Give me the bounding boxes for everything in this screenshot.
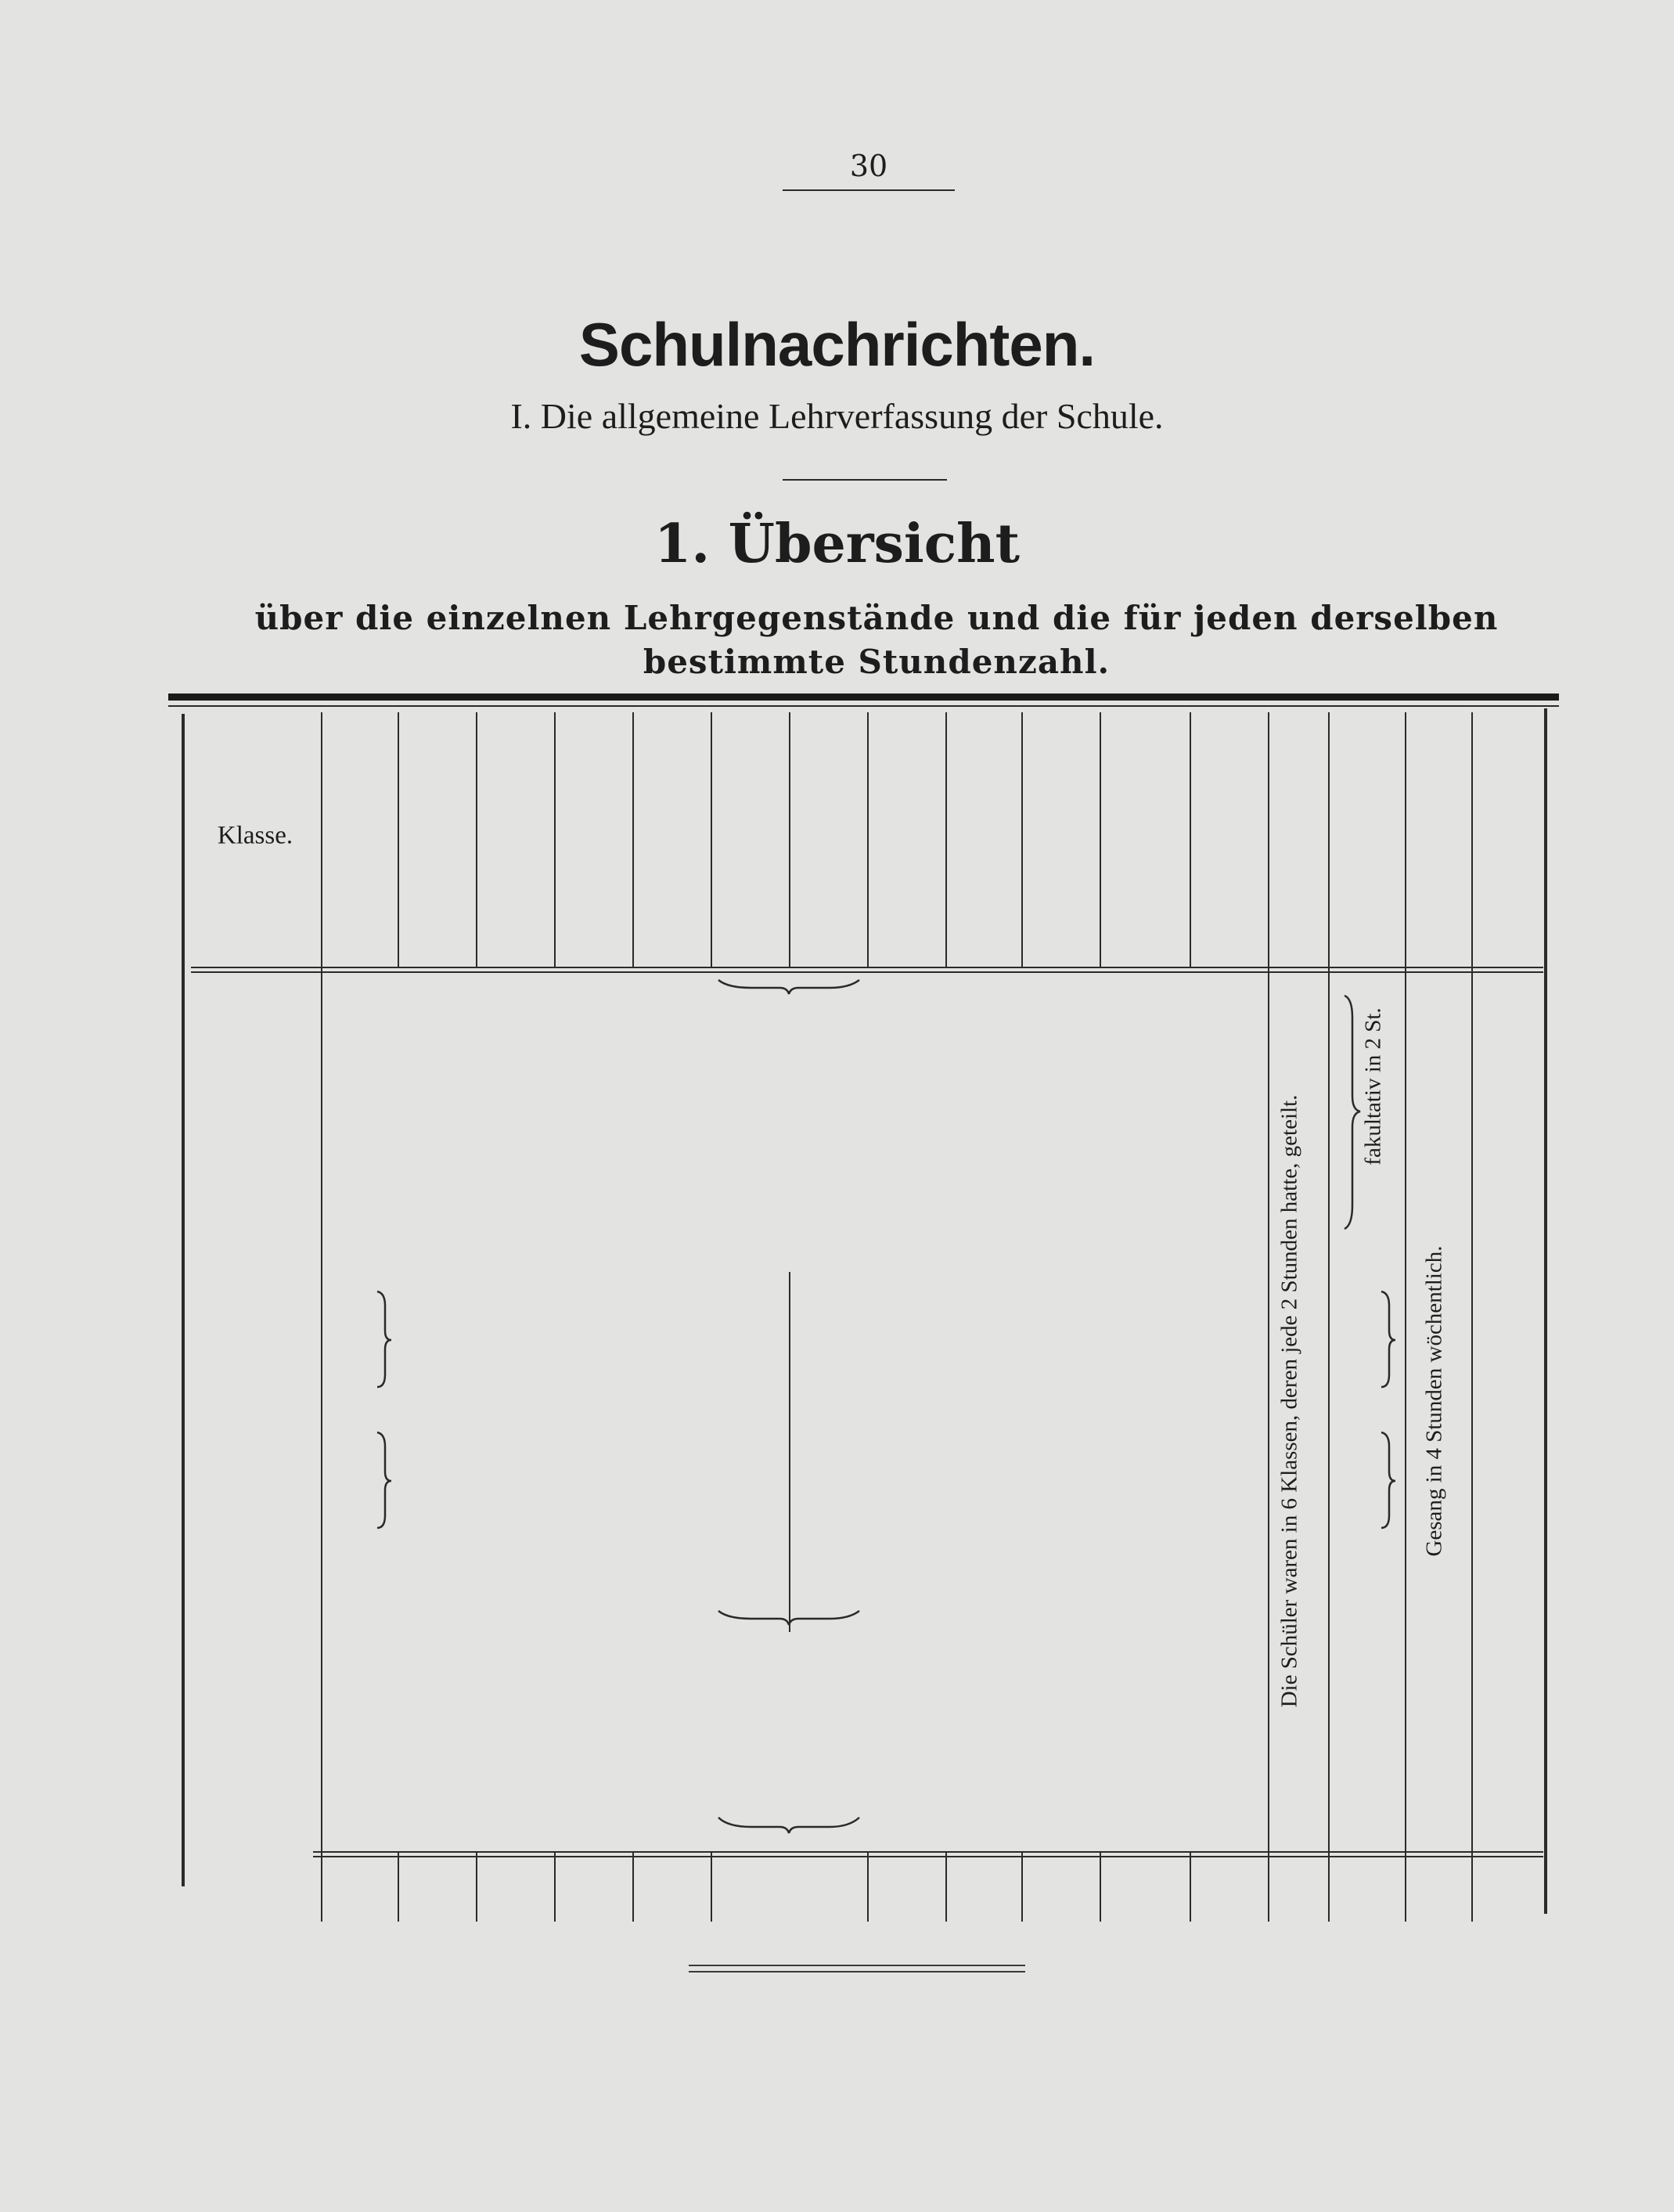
column-divider (789, 712, 790, 967)
column-divider (1471, 712, 1473, 967)
turnen-note: Die Schüler waren in 6 Klassen, deren jede 2 Stunden hatte, geteilt. (1276, 1094, 1302, 1708)
zeichnen-note: fakultativ in 2 St. (1360, 1007, 1386, 1165)
body-column-divider (1405, 967, 1406, 1922)
zeichnen-brace-2 (1381, 1432, 1395, 1528)
section-description (157, 596, 1597, 684)
gesch-geo-top-brace (718, 980, 859, 994)
totals-column-divider (1021, 1851, 1023, 1922)
column-divider (1328, 712, 1330, 967)
table-right-border (1544, 708, 1547, 1914)
column-divider (1021, 712, 1023, 967)
column-divider (1268, 712, 1269, 967)
page-number: 30 (849, 149, 888, 183)
column-divider (398, 712, 399, 967)
main-title: Schulnachrichten. (578, 310, 1096, 379)
table-left-border (182, 714, 185, 1886)
column-divider (476, 712, 477, 967)
title-rule (783, 479, 947, 481)
gesch-geo-bottom-brace (718, 1818, 859, 1833)
table-top-thick-rule (168, 694, 1559, 701)
gesang-note: Gesang in 4 Stunden wöchentlich. (1421, 1245, 1447, 1557)
table-top-thin-rule (168, 705, 1559, 707)
page-number-rule (783, 189, 955, 191)
totals-column-divider (632, 1851, 634, 1922)
section-description-line-2: bestimmte Stundenzahl. (643, 643, 1111, 681)
totals-column-divider (476, 1851, 477, 1922)
column-divider (321, 712, 322, 967)
section-description-line-1: über die einzelnen Lehrgegenstände und die für jeden derselben (254, 599, 1499, 637)
body-column-divider (1471, 967, 1473, 1922)
bottom-rule (689, 1965, 1025, 1966)
body-column-divider (1268, 967, 1269, 1922)
section-title: 1. Übersicht (654, 513, 1020, 575)
column-divider (867, 712, 869, 967)
totals-column-divider (945, 1851, 947, 1922)
totals-column-divider (1190, 1851, 1191, 1922)
column-divider (1405, 712, 1406, 967)
column-divider (1100, 712, 1101, 967)
header-bottom-rule (191, 967, 1543, 968)
totals-column-divider (398, 1851, 399, 1922)
klasse-header: Klasse. (217, 821, 293, 850)
totals-top-rule-2 (313, 1856, 1543, 1857)
totals-column-divider (867, 1851, 869, 1922)
religion-brace-1 (377, 1292, 391, 1387)
body-column-divider (321, 967, 322, 1922)
column-divider (554, 712, 556, 967)
header-bottom-rule-2 (191, 971, 1543, 973)
column-divider (945, 712, 947, 967)
zeichnen-fakultativ-brace (1345, 996, 1360, 1229)
totals-column-divider (1100, 1851, 1101, 1922)
column-divider (711, 712, 712, 967)
subtitle: I. Die allgemeine Lehrverfassung der Schule. (510, 396, 1164, 436)
zeichnen-brace-1 (1381, 1292, 1395, 1387)
geographie-divider (789, 1272, 790, 1632)
body-column-divider (1328, 967, 1330, 1922)
column-divider (1190, 712, 1191, 967)
totals-column-divider (554, 1851, 556, 1922)
religion-brace-2 (377, 1432, 391, 1528)
totals-column-divider (711, 1851, 712, 1922)
bottom-rule-second (689, 1971, 1025, 1972)
totals-top-rule (313, 1851, 1543, 1853)
column-divider (632, 712, 634, 967)
